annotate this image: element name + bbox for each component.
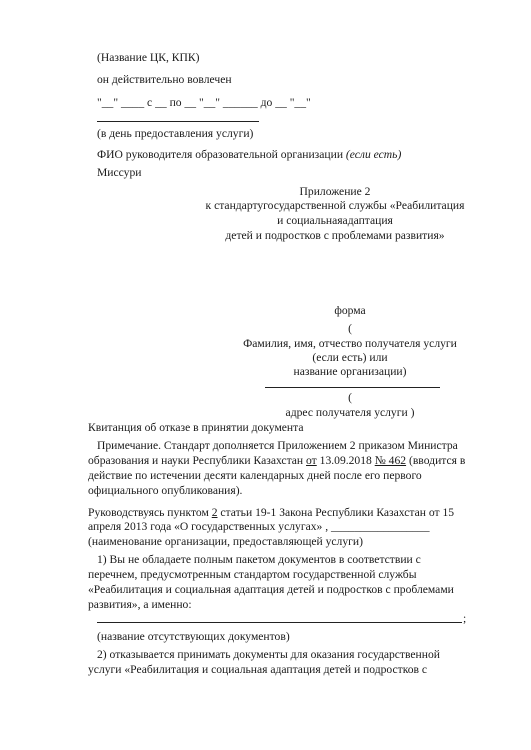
involved-text: он действительно вовлечен <box>97 73 232 86</box>
head-fio-italic: (если есть) <box>345 148 402 161</box>
missing-docs-note: (название отсутствующих документов) <box>97 630 290 643</box>
appendix-line4: детей и подростков с проблемами развития» <box>225 229 445 242</box>
org-name: (Название ЦК, КПК) <box>97 51 200 64</box>
appendix-line2: к стандартугосударственной службы «Реабилитация <box>205 199 465 212</box>
guided-line1 <box>88 505 454 520</box>
note-line1: Примечание. Стандарт дополняется Приложением 2 приказом Министра <box>97 439 458 452</box>
note-from-link[interactable]: от <box>306 454 317 467</box>
recipient-line3: название организации) <box>293 365 407 378</box>
note-line4: официального опубликования). <box>88 484 243 497</box>
appendix-line1: Приложение 2 <box>299 185 371 198</box>
dates-line: "__" ____ с __ по __ "__" ______ до __ "__" <box>97 96 311 109</box>
semicolon: ; <box>463 612 467 625</box>
guided-b: статьи 19-1 Закона Республики Казахстан от 15 <box>217 506 455 519</box>
head-fio-text: ФИО руководителя образовательной организации <box>97 148 346 161</box>
appendix-line3: и социальнаяадаптация <box>277 214 393 227</box>
service-day-note: (в день предоставления услуги) <box>97 127 254 140</box>
guided-num-link[interactable]: 2 <box>211 506 218 519</box>
item1-line2: перечнем, предусмотренным стандартом государственной службы <box>88 568 417 581</box>
note-num-link[interactable]: № 462 <box>374 454 407 467</box>
note-line3: действие по истечении десяти календарных дней после его первого <box>88 469 422 482</box>
receipt-title: Квитанция об отказе в принятии документа <box>88 421 304 434</box>
item1-line3: «Реабилитация и социальная адаптация детей и подростков с проблемами <box>88 583 454 596</box>
guided-line2: апреля 2013 года «О государственных услугах» , _________________ <box>88 520 430 533</box>
address-rule <box>265 387 440 388</box>
head-fio <box>97 147 401 162</box>
form-label: форма <box>334 304 366 317</box>
paren-open-2: ( <box>348 391 352 404</box>
item2-line1: 2) отказывается принимать документы для оказания государственной <box>97 648 440 661</box>
missing-docs-rule <box>97 622 462 623</box>
item2-line2: услуги «Реабилитация и социальная адаптация детей и подростков с <box>88 663 428 676</box>
note-line2-a: образования и науки Республики Казахстан <box>88 454 307 467</box>
note-date: 13.09.2018 <box>316 454 375 467</box>
paren-open: ( <box>348 322 352 335</box>
recipient-line1: Фамилия, имя, отчество получателя услуги <box>243 337 457 350</box>
missuri-text: Миссури <box>97 166 142 179</box>
item1-line1: 1) Вы не обладаете полным пакетом документов в соответствии с <box>97 553 421 566</box>
recipient-line2: (если есть) или <box>312 351 388 364</box>
guided-line3: (наименование организации, предоставляющей услуги) <box>88 535 363 548</box>
note-line2 <box>88 453 465 468</box>
item1-line4: развития», а именно: <box>88 598 192 611</box>
signature-rule <box>97 121 259 122</box>
guided-a: Руководствуясь пунктом <box>88 506 212 519</box>
note-line2-b: (вводится в <box>406 454 466 467</box>
address-label: адрес получателя услуги ) <box>285 406 415 419</box>
